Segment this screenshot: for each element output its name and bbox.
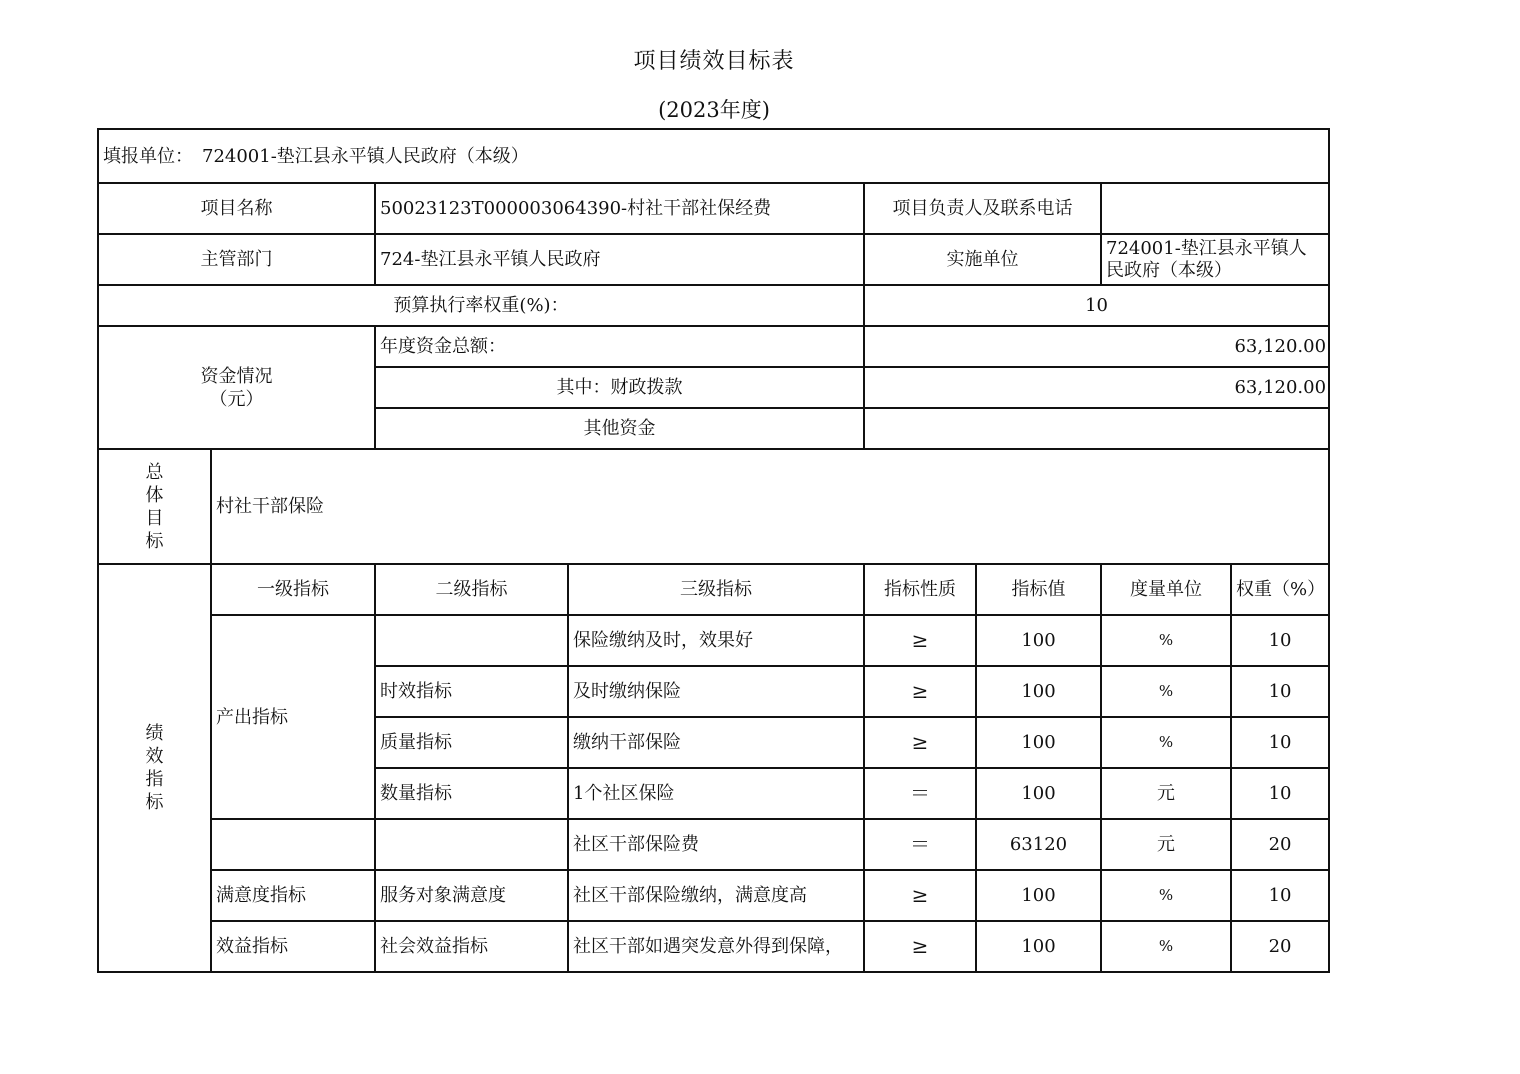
funds-other-value: [864, 408, 1329, 449]
goal-label-char: 目: [145, 507, 164, 529]
goal-label: [98, 449, 211, 564]
row-l3: 及时缴纳保险: [568, 666, 864, 717]
funds-other-label: 其他资金: [375, 408, 864, 449]
funds-label-line2: （元）: [209, 388, 264, 410]
row-unit: 元: [1101, 819, 1231, 870]
funds-label: [98, 326, 375, 449]
page-title: 项目绩效目标表: [633, 49, 795, 74]
row-nature: ≥: [864, 615, 976, 666]
indicators-label-char: 指: [145, 769, 164, 790]
fill-unit-cell: 填报单位： 724001-垫江县永平镇人民政府（本级）: [98, 129, 1329, 183]
table-row: [98, 870, 1329, 921]
header-l3: 三级指标: [568, 564, 864, 615]
impl-value: 724001-垫江县永平镇人民政府（本级）: [1101, 234, 1329, 285]
row-unit: %: [1101, 666, 1231, 717]
row-l2: [375, 615, 568, 666]
row-l2: 数量指标: [375, 768, 568, 819]
row-unit: 元: [1101, 768, 1231, 819]
row-l3: 社区干部如遇突发意外得到保障，: [568, 921, 864, 972]
row-l3: 社区干部保险费: [568, 819, 864, 870]
row-nature: ≥: [864, 870, 976, 921]
row-value: 100: [976, 666, 1101, 717]
row-nature: ≥: [864, 666, 976, 717]
indicators-label-char: 标: [145, 792, 164, 813]
row-nature: ≥: [864, 921, 976, 972]
header-l1: 一级指标: [211, 564, 375, 615]
row-value: 100: [976, 768, 1101, 819]
row-l1: 满意度指标: [211, 870, 375, 921]
goal-label-char: 体: [145, 484, 164, 506]
row-weight: 20: [1231, 819, 1329, 870]
impl-label: 实施单位: [864, 234, 1101, 285]
funds-label-line1: 资金情况: [200, 365, 273, 387]
goal-text: 村社干部保险: [211, 449, 1329, 564]
row-l2: 社会效益指标: [375, 921, 568, 972]
row-l3: 1个社区保险: [568, 768, 864, 819]
budget-weight-value: 10: [864, 285, 1329, 326]
row-value: 100: [976, 615, 1101, 666]
funds-total-label: 年度资金总额：: [375, 326, 864, 367]
contact-value: [1101, 183, 1329, 234]
row-l2: 时效指标: [375, 666, 568, 717]
header-value: 指标值: [976, 564, 1101, 615]
row-l3: 保险缴纳及时，效果好: [568, 615, 864, 666]
header-weight: 权重（%）: [1231, 564, 1329, 615]
row-unit: %: [1101, 921, 1231, 972]
table-row: [98, 921, 1329, 972]
page-subtitle: (2023年度): [658, 98, 770, 122]
row-nature: ＝: [864, 819, 976, 870]
goal-label-char: 标: [145, 530, 164, 552]
row-weight: 20: [1231, 921, 1329, 972]
contact-label: 项目负责人及联系电话: [864, 183, 1101, 234]
row-l3: 缴纳干部保险: [568, 717, 864, 768]
table-row: [98, 615, 1329, 666]
row-value: 100: [976, 921, 1101, 972]
indicators-label-char: 绩: [145, 723, 164, 744]
header-nature: 指标性质: [864, 564, 976, 615]
row-weight: 10: [1231, 666, 1329, 717]
row-nature: ＝: [864, 768, 976, 819]
row-weight: 10: [1231, 615, 1329, 666]
row-unit: %: [1101, 870, 1231, 921]
row-l2: 质量指标: [375, 717, 568, 768]
project-name-label: 项目名称: [98, 183, 375, 234]
output-indicator-cell: 产出指标: [211, 615, 375, 819]
goal-label-char: 总: [145, 461, 164, 483]
row-weight: 10: [1231, 717, 1329, 768]
row-l2: 服务对象满意度: [375, 870, 568, 921]
dept-label: 主管部门: [98, 234, 375, 285]
header-unit: 度量单位: [1101, 564, 1231, 615]
row-weight: 10: [1231, 870, 1329, 921]
row-l1: [211, 819, 375, 870]
funds-fiscal-label: 其中：财政拨款: [375, 367, 864, 408]
row-value: 100: [976, 717, 1101, 768]
dept-value: 724-垫江县永平镇人民政府: [375, 234, 864, 285]
project-name-value: 50023123T000003064390-村社干部社保经费: [375, 183, 864, 234]
funds-fiscal-value: 63,120.00: [864, 367, 1329, 408]
row-l3: 社区干部保险缴纳，满意度高: [568, 870, 864, 921]
budget-weight-label: 预算执行率权重(%)：: [98, 285, 864, 326]
header-l2: 二级指标: [375, 564, 568, 615]
row-nature: ≥: [864, 717, 976, 768]
table-row: [98, 819, 1329, 870]
funds-total-value: 63,120.00: [864, 326, 1329, 367]
performance-table: [97, 128, 1330, 973]
row-l2: [375, 819, 568, 870]
row-weight: 10: [1231, 768, 1329, 819]
indicators-label: [98, 564, 211, 972]
row-value: 100: [976, 870, 1101, 921]
row-l1: 效益指标: [211, 921, 375, 972]
indicators-label-char: 效: [145, 746, 164, 767]
row-value: 63120: [976, 819, 1101, 870]
row-unit: %: [1101, 615, 1231, 666]
row-unit: %: [1101, 717, 1231, 768]
